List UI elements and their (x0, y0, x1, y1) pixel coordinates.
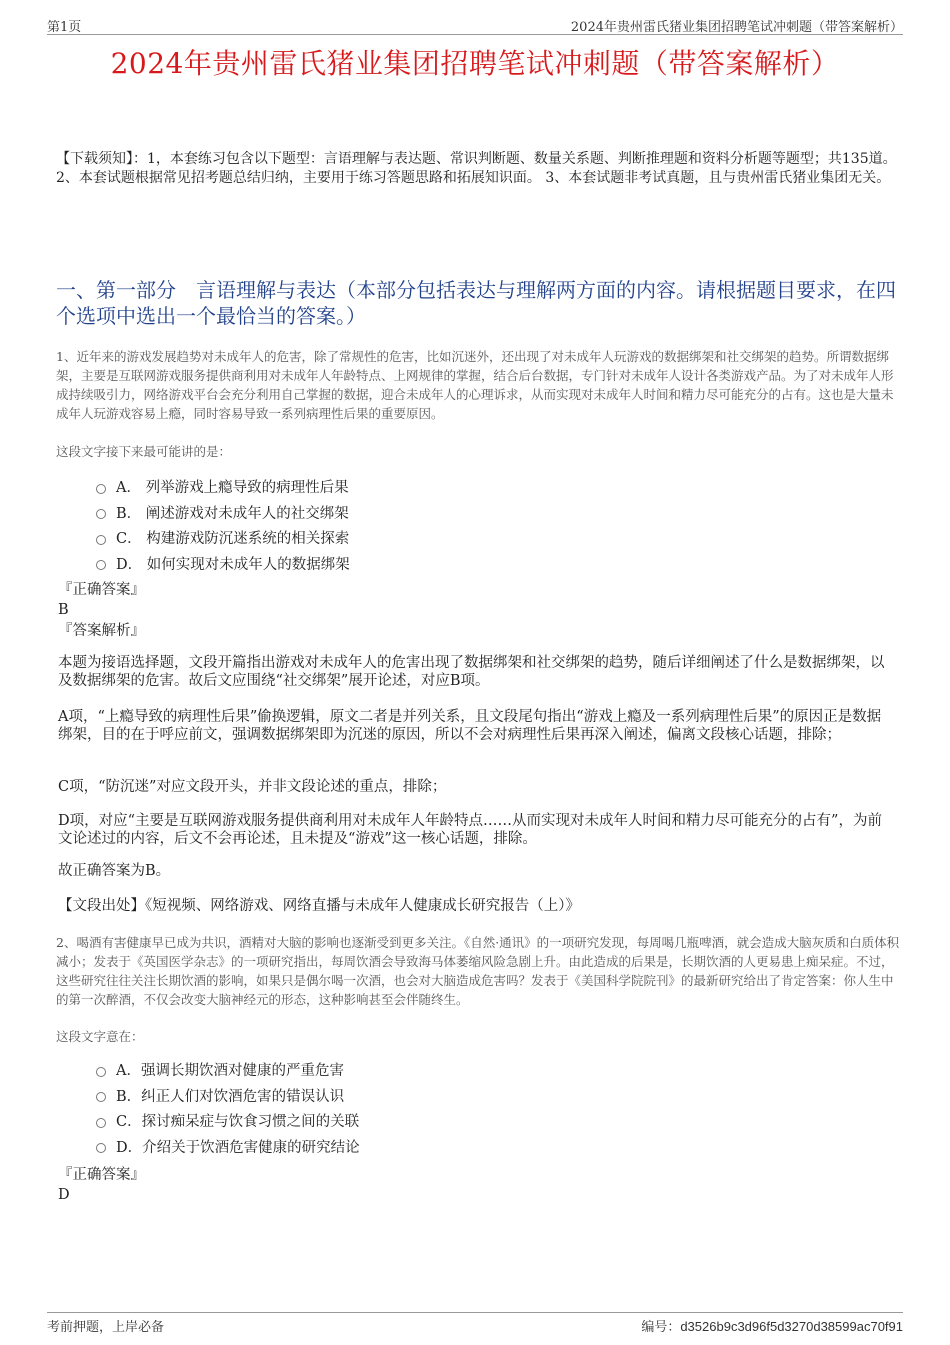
answer-label: 『正确答案』 (58, 582, 145, 598)
option-c[interactable] (96, 1108, 360, 1134)
question-1-prompt: 这段文字接下来最可能讲的是： (56, 444, 232, 459)
option-label: D．介绍关于饮酒危害健康的研究结论 (116, 1139, 360, 1156)
radio-icon[interactable] (96, 1143, 106, 1153)
option-label: C． 构建游戏防沉迷系统的相关探索 (116, 531, 350, 548)
radio-icon[interactable] (96, 560, 106, 570)
option-a[interactable] (96, 1057, 360, 1083)
radio-icon[interactable] (96, 1067, 106, 1077)
radio-icon[interactable] (96, 535, 106, 545)
answer-value: D (58, 1187, 70, 1203)
footer-slogan: 考前押题，上岸必备 (47, 1320, 165, 1335)
option-label: C．探讨痴呆症与饮食习惯之间的关联 (116, 1114, 360, 1131)
radio-icon[interactable] (96, 509, 106, 519)
analysis-paragraph: D项，对应“主要是互联网游戏服务提供商利用对未成年人年龄特点……从而实现对未成年人时间和精力尽可能充分的占有”，为前文论述过的内容，后文不会再论述，且未提及“游戏”这一核心话题，排除。 (58, 813, 882, 847)
section-heading: 一、第一部分 言语理解与表达（本部分包括表达与理解两方面的内容。请根据题目要求，在四个选项中选出一个最恰当的答案。） (56, 278, 896, 328)
radio-icon[interactable] (96, 1092, 106, 1102)
option-label: B．纠正人们对饮酒危害的错误认识 (116, 1088, 345, 1105)
option-d[interactable] (96, 1134, 360, 1160)
option-b[interactable] (96, 1083, 360, 1109)
option-label: D． 如何实现对未成年人的数据绑架 (116, 556, 350, 573)
analysis-paragraph: A项，“上瘾导致的病理性后果”偷换逻辑，原文二者是并列关系，且文段尾句指出“游戏上瘾及一系列病理性后果”的原因正是数据绑架，目的在于呼应前文，强调数据绑架即为沉迷的原因，所以不会对病理性后果再深入阐述，偏离文段核心话题，排除； (58, 709, 882, 743)
radio-icon[interactable] (96, 1118, 106, 1128)
analysis-label: 『答案解析』 (58, 623, 145, 639)
page-header (47, 14, 903, 35)
option-d[interactable] (96, 551, 350, 577)
question-1-options (96, 474, 350, 576)
option-label: B． 阐述游戏对未成年人的社交绑架 (116, 505, 349, 522)
option-label: A．强调长期饮酒对健康的严重危害 (116, 1063, 344, 1080)
option-a[interactable] (96, 474, 350, 500)
answer-value: B (58, 602, 69, 618)
radio-icon[interactable] (96, 484, 106, 494)
page-number: 第1页 (47, 20, 82, 35)
download-notice: 【下载须知】：1，本套练习包含以下题型：言语理解与表达题、常识判断题、数量关系题、判断推理题和资料分析题等题型；共135道。 2、本套试题根据常见招考题总结归纳，主要用于练习答题思路和拓展知识面。 3、本套试题非考试真题，且与贵州雷氏猪业集团无关。 (56, 151, 897, 186)
code-value: d3526b9c3d96f5d3270d38599ac70f91 (680, 1319, 903, 1334)
source-citation: 【文段出处】《短视频、网络游戏、网络直播与未成年人健康成长研究报告（上）》 (58, 898, 580, 914)
option-label: A． 列举游戏上瘾导致的病理性后果 (116, 480, 349, 497)
question-1-text: 1、近年来的游戏发展趋势对未成年人的危害，除了常规性的危害，比如沉迷外，还出现了对未成年人玩游戏的数据绑架和社交绑架的趋势。所谓数据绑架，主要是互联网游戏服务提供商利用对未成年人年龄特点、上网规律的掌握，结合后台数据，专门针对未成年人设计各类游戏产品。为了对未成年人形成持续吸引力，网络游戏平台会充分利用自己掌握的数据，迎合未成年人的心理诉求，从而实现对未成年人时间和精力尽可能充分的占有。这也是大量未成年人玩游戏容易上瘾，同时容易导致一系列病理性后果的重要原因。 (56, 349, 894, 421)
question-2-options (96, 1057, 360, 1159)
code-label: 编号： (641, 1320, 681, 1335)
footer-code (641, 1316, 903, 1335)
page-footer (47, 1312, 903, 1335)
option-b[interactable] (96, 500, 350, 526)
doc-title: 2024年贵州雷氏猪业集团招聘笔试冲刺题（带答案解析） (110, 47, 840, 80)
header-doc-title: 2024年贵州雷氏猪业集团招聘笔试冲刺题（带答案解析） (570, 20, 903, 35)
answer-label: 『正确答案』 (58, 1167, 145, 1183)
question-2-prompt: 这段文字意在： (56, 1029, 144, 1044)
analysis-conclusion: 故正确答案为B。 (58, 863, 171, 879)
analysis-paragraph: 本题为接语选择题，文段开篇指出游戏对未成年人的危害出现了数据绑架和社交绑架的趋势，随后详细阐述了什么是数据绑架，以及数据绑架的危害。故后文应围绕“社交绑架”展开论述，对应B项。 (58, 655, 885, 689)
analysis-paragraph: C项，“防沉迷”对应文段开头，并非文段论述的重点，排除； (58, 779, 447, 795)
question-2-text: 2、喝酒有害健康早已成为共识，酒精对大脑的影响也逐渐受到更多关注。《自然·通讯》的一项研究发现，每周喝几瓶啤酒，就会造成大脑灰质和白质体积减小；发表于《英国医学杂志》的一项研究指出，每周饮酒会导致海马体萎缩风险急剧上升。由此造成的后果是，长期饮酒的人更易患上痴呆症。不过，这些研究往往关注长期饮酒的影响，如果只是偶尔喝一次酒，也会对大脑造成危害吗？发表于《美国科学院院刊》的最新研究给出了肯定答案：你人生中的第一次醉酒，不仅会改变大脑神经元的形态，这种影响甚至会伴随终生。 (56, 935, 900, 1007)
option-c[interactable] (96, 525, 350, 551)
